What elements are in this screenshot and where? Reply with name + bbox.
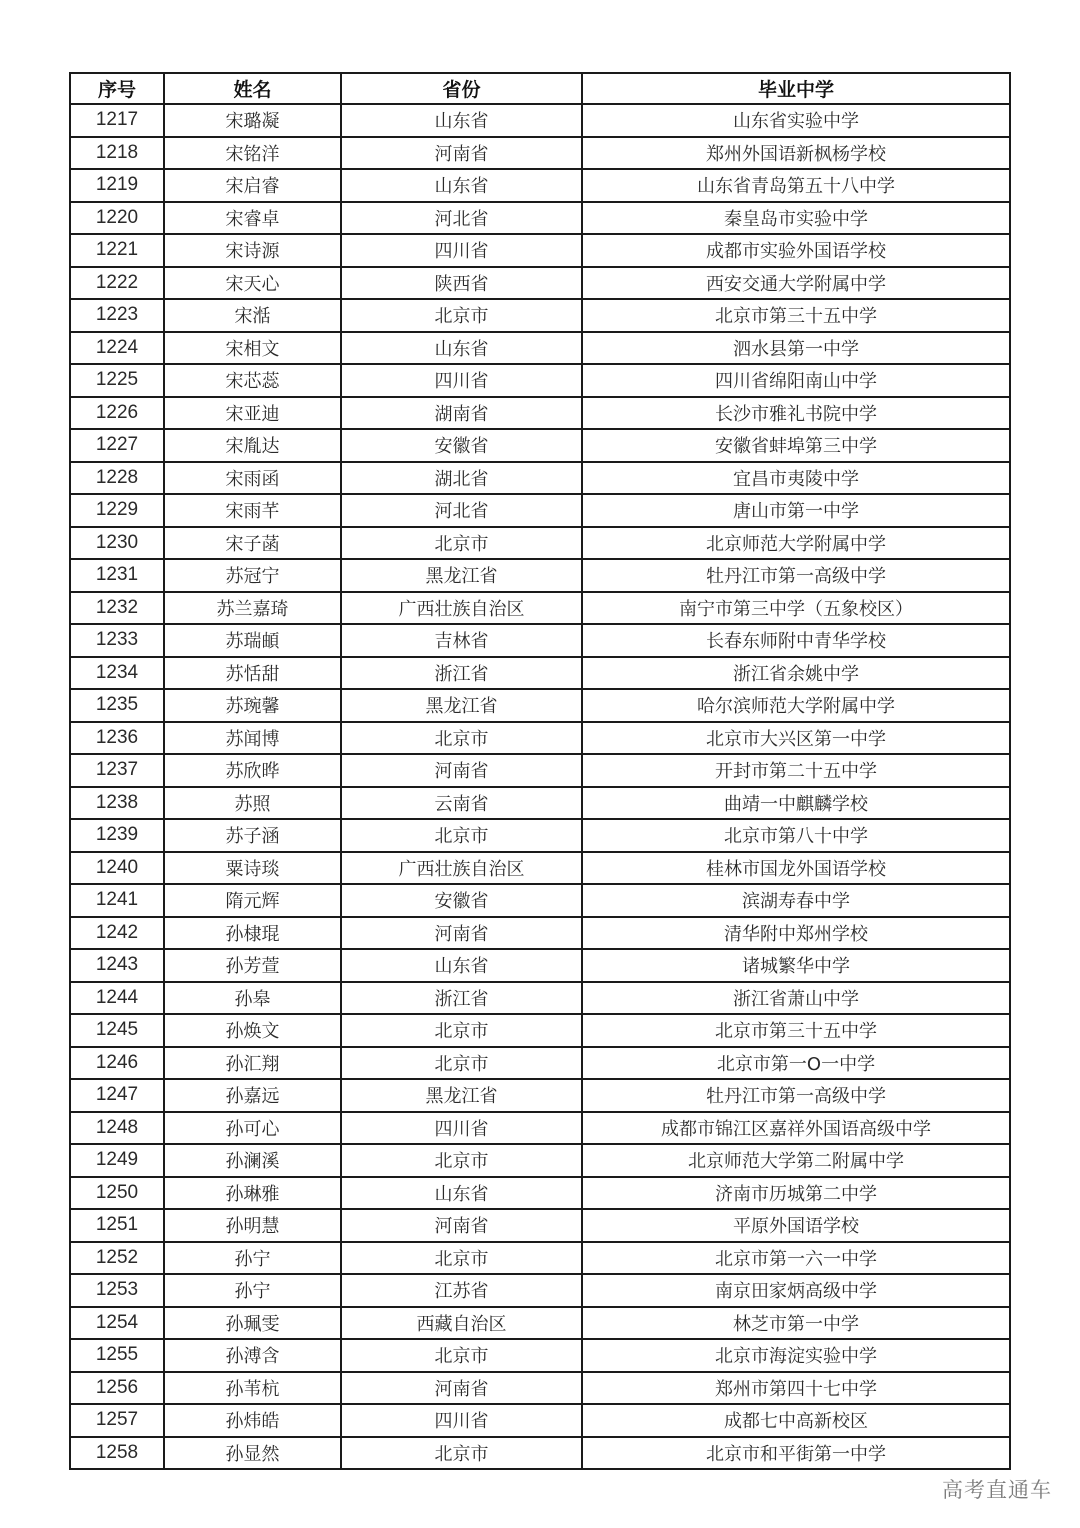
cell-province: 北京市 [341, 527, 582, 560]
cell-province: 北京市 [341, 722, 582, 755]
cell-name: 孙宁 [164, 1274, 341, 1307]
cell-name: 孙澜溪 [164, 1144, 341, 1177]
table-row [70, 462, 1010, 495]
table-row [70, 689, 1010, 722]
cell-province: 河南省 [341, 1209, 582, 1242]
cell-name: 孙珮雯 [164, 1307, 341, 1340]
cell-name: 孙棣琨 [164, 917, 341, 950]
cell-province: 北京市 [341, 299, 582, 332]
cell-province: 河南省 [341, 917, 582, 950]
cell-province: 北京市 [341, 819, 582, 852]
cell-index: 1220 [70, 202, 164, 235]
table-row [70, 1112, 1010, 1145]
cell-province: 山东省 [341, 332, 582, 365]
cell-index: 1257 [70, 1404, 164, 1437]
cell-name: 苏闻博 [164, 722, 341, 755]
cell-school: 浙江省余姚中学 [582, 657, 1010, 690]
cell-index: 1229 [70, 494, 164, 527]
cell-index: 1226 [70, 397, 164, 430]
cell-name: 隋元辉 [164, 884, 341, 917]
cell-school: 安徽省蚌埠第三中学 [582, 429, 1010, 462]
cell-province: 山东省 [341, 949, 582, 982]
cell-school: 桂林市国龙外国语学校 [582, 852, 1010, 885]
cell-index: 1234 [70, 657, 164, 690]
student-list-table-container [69, 72, 1009, 1470]
cell-province: 广西壮族自治区 [341, 592, 582, 625]
student-list-table [69, 72, 1011, 1470]
cell-index: 1225 [70, 364, 164, 397]
cell-province: 北京市 [341, 1047, 582, 1080]
cell-index: 1222 [70, 267, 164, 300]
cell-school: 北京市和平街第一中学 [582, 1437, 1010, 1470]
table-row [70, 754, 1010, 787]
cell-name: 宋雨芊 [164, 494, 341, 527]
header-index: 序号 [70, 73, 164, 104]
cell-school: 北京市大兴区第一中学 [582, 722, 1010, 755]
watermark: 高考直通车 [942, 1478, 1052, 1502]
cell-province: 西藏自治区 [341, 1307, 582, 1340]
cell-province: 河北省 [341, 202, 582, 235]
cell-province: 四川省 [341, 364, 582, 397]
cell-index: 1238 [70, 787, 164, 820]
cell-province: 吉林省 [341, 624, 582, 657]
cell-school: 南宁市第三中学（五象校区） [582, 592, 1010, 625]
cell-index: 1219 [70, 169, 164, 202]
table-row [70, 202, 1010, 235]
cell-name: 宋铭洋 [164, 137, 341, 170]
table-row [70, 1339, 1010, 1372]
header-row [70, 73, 1010, 104]
cell-index: 1230 [70, 527, 164, 560]
table-row [70, 104, 1010, 137]
cell-name: 孙显然 [164, 1437, 341, 1470]
cell-index: 1233 [70, 624, 164, 657]
cell-index: 1223 [70, 299, 164, 332]
table-row [70, 722, 1010, 755]
cell-school: 开封市第二十五中学 [582, 754, 1010, 787]
cell-province: 湖南省 [341, 397, 582, 430]
table-row [70, 884, 1010, 917]
cell-school: 秦皇岛市实验中学 [582, 202, 1010, 235]
cell-name: 孙明慧 [164, 1209, 341, 1242]
cell-school: 哈尔滨师范大学附属中学 [582, 689, 1010, 722]
header-school: 毕业中学 [582, 73, 1010, 104]
cell-index: 1240 [70, 852, 164, 885]
header-province: 省份 [341, 73, 582, 104]
table-row [70, 949, 1010, 982]
cell-province: 云南省 [341, 787, 582, 820]
cell-school: 北京师范大学附属中学 [582, 527, 1010, 560]
table-row [70, 1177, 1010, 1210]
cell-name: 孙琳雅 [164, 1177, 341, 1210]
cell-school: 成都市实验外国语学校 [582, 234, 1010, 267]
cell-province: 安徽省 [341, 884, 582, 917]
cell-province: 北京市 [341, 1242, 582, 1275]
cell-province: 北京市 [341, 1339, 582, 1372]
table-row [70, 624, 1010, 657]
table-row [70, 299, 1010, 332]
table-row [70, 819, 1010, 852]
cell-province: 广西壮族自治区 [341, 852, 582, 885]
cell-province: 四川省 [341, 1404, 582, 1437]
cell-province: 河北省 [341, 494, 582, 527]
cell-name: 苏照 [164, 787, 341, 820]
table-row [70, 364, 1010, 397]
cell-index: 1228 [70, 462, 164, 495]
cell-province: 山东省 [341, 1177, 582, 1210]
table-row [70, 397, 1010, 430]
table-row [70, 267, 1010, 300]
cell-index: 1249 [70, 1144, 164, 1177]
cell-province: 四川省 [341, 234, 582, 267]
cell-name: 宋雨函 [164, 462, 341, 495]
table-header [70, 73, 1010, 104]
table-row [70, 332, 1010, 365]
cell-index: 1246 [70, 1047, 164, 1080]
cell-name: 宋相文 [164, 332, 341, 365]
cell-province: 浙江省 [341, 982, 582, 1015]
cell-name: 宋湉 [164, 299, 341, 332]
table-row [70, 1014, 1010, 1047]
table-row [70, 1307, 1010, 1340]
table-row [70, 1437, 1010, 1470]
table-row [70, 917, 1010, 950]
cell-province: 河南省 [341, 137, 582, 170]
cell-name: 孙皋 [164, 982, 341, 1015]
cell-school: 济南市历城第二中学 [582, 1177, 1010, 1210]
cell-province: 四川省 [341, 1112, 582, 1145]
cell-name: 孙苇杭 [164, 1372, 341, 1405]
cell-name: 粟诗琰 [164, 852, 341, 885]
cell-school: 林芝市第一中学 [582, 1307, 1010, 1340]
table-row [70, 982, 1010, 1015]
cell-index: 1258 [70, 1437, 164, 1470]
cell-province: 湖北省 [341, 462, 582, 495]
cell-school: 长沙市雅礼书院中学 [582, 397, 1010, 430]
table-row [70, 527, 1010, 560]
cell-school: 西安交通大学附属中学 [582, 267, 1010, 300]
cell-province: 北京市 [341, 1144, 582, 1177]
cell-name: 苏子涵 [164, 819, 341, 852]
cell-name: 宋璐凝 [164, 104, 341, 137]
cell-province: 河南省 [341, 1372, 582, 1405]
table-row [70, 787, 1010, 820]
cell-school: 南京田家炳高级中学 [582, 1274, 1010, 1307]
cell-index: 1217 [70, 104, 164, 137]
table-row [70, 1372, 1010, 1405]
cell-school: 山东省青岛第五十八中学 [582, 169, 1010, 202]
cell-name: 苏冠宁 [164, 559, 341, 592]
cell-name: 孙炜皓 [164, 1404, 341, 1437]
cell-index: 1241 [70, 884, 164, 917]
table-row [70, 1274, 1010, 1307]
cell-index: 1218 [70, 137, 164, 170]
cell-index: 1255 [70, 1339, 164, 1372]
cell-index: 1244 [70, 982, 164, 1015]
cell-school: 滨湖寿春中学 [582, 884, 1010, 917]
cell-name: 宋启睿 [164, 169, 341, 202]
cell-province: 山东省 [341, 104, 582, 137]
cell-province: 北京市 [341, 1437, 582, 1470]
header-name: 姓名 [164, 73, 341, 104]
cell-school: 清华附中郑州学校 [582, 917, 1010, 950]
cell-index: 1250 [70, 1177, 164, 1210]
cell-name: 孙焕文 [164, 1014, 341, 1047]
cell-index: 1251 [70, 1209, 164, 1242]
cell-school: 北京市第一六一中学 [582, 1242, 1010, 1275]
cell-school: 北京市海淀实验中学 [582, 1339, 1010, 1372]
cell-index: 1256 [70, 1372, 164, 1405]
cell-school: 宜昌市夷陵中学 [582, 462, 1010, 495]
cell-name: 孙汇翔 [164, 1047, 341, 1080]
table-row [70, 657, 1010, 690]
cell-name: 孙溥含 [164, 1339, 341, 1372]
table-row [70, 559, 1010, 592]
cell-province: 安徽省 [341, 429, 582, 462]
table-row [70, 592, 1010, 625]
cell-name: 宋天心 [164, 267, 341, 300]
table-row [70, 1242, 1010, 1275]
table-body [70, 104, 1010, 1469]
cell-name: 苏瑞頔 [164, 624, 341, 657]
cell-province: 浙江省 [341, 657, 582, 690]
cell-school: 山东省实验中学 [582, 104, 1010, 137]
cell-province: 北京市 [341, 1014, 582, 1047]
cell-school: 浙江省萧山中学 [582, 982, 1010, 1015]
cell-province: 河南省 [341, 754, 582, 787]
cell-school: 北京市第一O一中学 [582, 1047, 1010, 1080]
cell-name: 苏恬甜 [164, 657, 341, 690]
cell-index: 1231 [70, 559, 164, 592]
cell-school: 牡丹江市第一高级中学 [582, 1079, 1010, 1112]
cell-school: 唐山市第一中学 [582, 494, 1010, 527]
cell-school: 北京市第八十中学 [582, 819, 1010, 852]
cell-name: 宋芯蕊 [164, 364, 341, 397]
cell-index: 1252 [70, 1242, 164, 1275]
cell-school: 四川省绵阳南山中学 [582, 364, 1010, 397]
table-row [70, 1144, 1010, 1177]
table-row [70, 429, 1010, 462]
cell-name: 孙可心 [164, 1112, 341, 1145]
table-row [70, 1079, 1010, 1112]
cell-school: 郑州外国语新枫杨学校 [582, 137, 1010, 170]
cell-province: 黑龙江省 [341, 1079, 582, 1112]
cell-index: 1237 [70, 754, 164, 787]
cell-index: 1243 [70, 949, 164, 982]
cell-index: 1232 [70, 592, 164, 625]
cell-school: 郑州市第四十七中学 [582, 1372, 1010, 1405]
cell-school: 泗水县第一中学 [582, 332, 1010, 365]
cell-index: 1248 [70, 1112, 164, 1145]
cell-province: 黑龙江省 [341, 689, 582, 722]
cell-school: 北京市第三十五中学 [582, 1014, 1010, 1047]
cell-index: 1227 [70, 429, 164, 462]
cell-school: 曲靖一中麒麟学校 [582, 787, 1010, 820]
cell-index: 1245 [70, 1014, 164, 1047]
table-row [70, 234, 1010, 267]
cell-school: 成都市锦江区嘉祥外国语高级中学 [582, 1112, 1010, 1145]
cell-name: 苏琬馨 [164, 689, 341, 722]
table-row [70, 169, 1010, 202]
cell-index: 1236 [70, 722, 164, 755]
cell-name: 苏欣晔 [164, 754, 341, 787]
cell-school: 长春东师附中青华学校 [582, 624, 1010, 657]
cell-name: 苏兰嘉琦 [164, 592, 341, 625]
table-row [70, 1047, 1010, 1080]
table-row [70, 852, 1010, 885]
cell-index: 1254 [70, 1307, 164, 1340]
cell-province: 山东省 [341, 169, 582, 202]
cell-name: 宋亚迪 [164, 397, 341, 430]
cell-name: 孙宁 [164, 1242, 341, 1275]
cell-school: 诸城繁华中学 [582, 949, 1010, 982]
cell-province: 江苏省 [341, 1274, 582, 1307]
cell-school: 牡丹江市第一高级中学 [582, 559, 1010, 592]
table-row [70, 1404, 1010, 1437]
cell-school: 成都七中高新校区 [582, 1404, 1010, 1437]
cell-index: 1247 [70, 1079, 164, 1112]
table-row [70, 137, 1010, 170]
cell-school: 北京师范大学第二附属中学 [582, 1144, 1010, 1177]
cell-name: 宋子菡 [164, 527, 341, 560]
cell-school: 平原外国语学校 [582, 1209, 1010, 1242]
cell-name: 宋胤达 [164, 429, 341, 462]
cell-name: 宋睿卓 [164, 202, 341, 235]
cell-index: 1221 [70, 234, 164, 267]
cell-name: 孙芳萱 [164, 949, 341, 982]
cell-index: 1224 [70, 332, 164, 365]
cell-index: 1239 [70, 819, 164, 852]
table-row [70, 1209, 1010, 1242]
cell-province: 黑龙江省 [341, 559, 582, 592]
cell-index: 1253 [70, 1274, 164, 1307]
cell-name: 宋诗源 [164, 234, 341, 267]
cell-school: 北京市第三十五中学 [582, 299, 1010, 332]
cell-index: 1235 [70, 689, 164, 722]
cell-index: 1242 [70, 917, 164, 950]
cell-name: 孙嘉远 [164, 1079, 341, 1112]
table-row [70, 494, 1010, 527]
cell-province: 陕西省 [341, 267, 582, 300]
